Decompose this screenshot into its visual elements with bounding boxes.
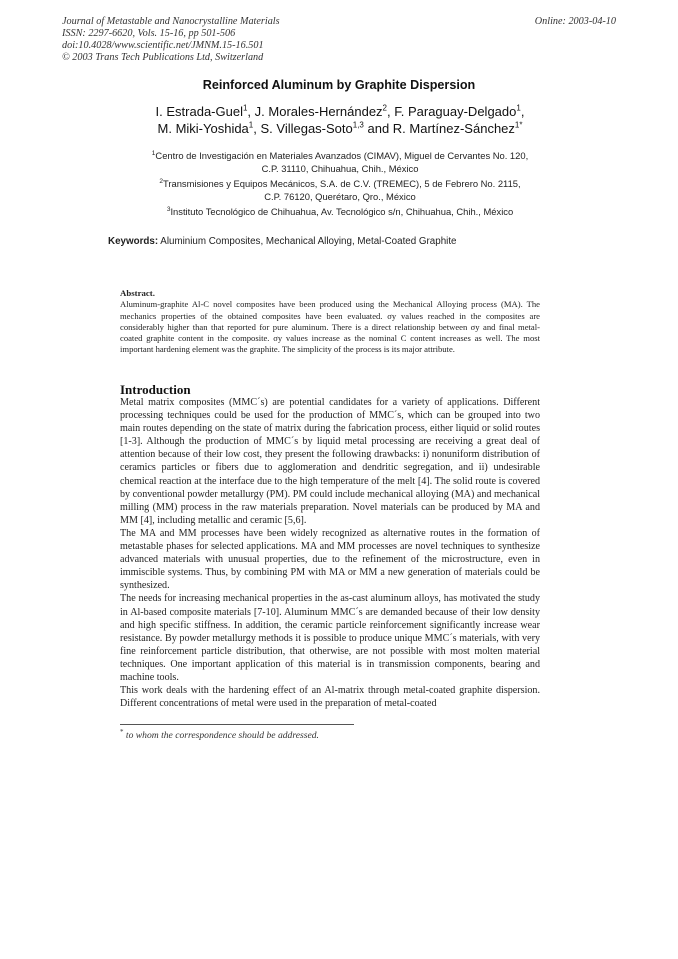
journal-header [62, 16, 280, 64]
online-date: Online: 2003-04-10 [534, 16, 616, 27]
author-list [100, 103, 580, 137]
paragraph: This work deals with the hardening effect of an Al-matrix through metal-coated graphite dispersion. Different concentrations of metal were used in the preparation of metal-coated [120, 685, 540, 710]
copyright-line: © 2003 Trans Tech Publications Ltd, Switzerland [62, 52, 264, 63]
footnote-text: to whom the correspondence should be addressed. [125, 730, 319, 742]
abstract [120, 288, 540, 356]
author: J. Morales-Hernández$^2$, [254, 103, 395, 119]
issn-line: ISSN: 2297-6620, Vols. 15-16, pp 501-506 [62, 28, 236, 39]
keywords [108, 236, 457, 247]
author: R. Martínez-Sánchez$^{1*}$ [392, 120, 523, 136]
paper-title: Reinforced Aluminum by Graphite Dispersion [202, 78, 476, 92]
footnote-divider [120, 724, 354, 725]
keywords-text: Aluminium Composites, Mechanical Alloying, Metal-Coated Graphite [160, 236, 457, 247]
paragraph: The MA and MM processes have been widely recognized as alternative routes in the formation of metastable phases for selected applications. MA and MM processes are novel techniques to synthesize advanced materials with unusual properties, due to the refinement of the microstructure, even in immiscible systems. Thus, by combining PM with MA or MM a new generation of materials could be synthesized. [120, 527, 540, 592]
keywords-label: Keywords: [108, 236, 159, 247]
introduction-body [120, 396, 540, 710]
paragraph: The needs for increasing mechanical properties in the as-cast aluminum alloys, has motivated the study in Al-based composite materials [7-10]. Aluminum MMC´s are demanded because of their low density and high specific stiffness. In addition, the ceramic particle reinforcement significantly increase wear resistance. By powder metallurgy methods it is possible to produce unique MMC´s materials, with very fine reinforcement particle distribution, that otherwise, are not possible with most molten material techniques. One important application of this material is in transmission components, bearing and machine tools. [120, 593, 540, 683]
footnote [120, 728, 319, 741]
introduction-heading: Introduction [120, 382, 191, 397]
abstract-text: Aluminum-graphite Al-C novel composites have been produced using the Mechanical Alloying process (MA). The mechanics properties of the obtained composites have been evaluated. σy values reached in the composites are considerably higher than that reported for pure aluminum. There is a direct relationship between σy and final metal-coated graphite content in the composite. σy values increase as the nominal C content increases as well. The most important hardening element was the graphite. The simplicity of the process is its major attribute. [120, 299, 540, 355]
affiliation-1: $^1$Centro de Investigación en Materiales Avanzados (CIMAV), Miguel de Cervantes No. 120, C.P. 31110, Chihuahua, Chih., México [151, 149, 529, 174]
journal-name: Journal of Metastable and Nanocrystalline Materials [62, 16, 280, 27]
author: M. Miki-Yoshida$^1$, [157, 120, 261, 136]
paragraph: Metal matrix composites (MMC´s) are potential candidates for a variety of applications. Different processing techniques could be used for the production of MMC´s, which can be grouped into two main routes depending on the state of matrix during the fabrication process, either liquid or solid routes [1-3]. Although the production of MMC´s by liquid metal processing are receiving a great deal of attention because of their low cost, they present the following drawbacks: i) nonuniform distribution of ceramics particles or fibers due to agglomeration and dendritic segregation, and ii) undesirable chemical reaction at the interface due to the high temperature of the melt [4]. The solid route is covered by conventional powder metallurgy (PM). PM could include mechanical alloying (MA) and mechanical milling (MM) process in the raw materials preparation. Novel materials can be produced by MA and MM [4], including metallic and ceramic [5,6]. [120, 397, 540, 526]
author: I. Estrada-Guel$^1$, [155, 103, 255, 119]
author: F. Paraguay-Delgado$^1$, [394, 103, 525, 119]
affiliation-2: $^2$Transmisiones y Equipos Mecánicos, S.A. de C.V. (TREMEC), 5 de Febrero No. 2115, C.P. 76120, Querétaro, Qro., México [159, 177, 521, 202]
footnote-mark: * [120, 728, 124, 736]
abstract-heading: Abstract. [120, 288, 155, 298]
author: S. Villegas-Soto$^{1,3}$ and [260, 120, 393, 136]
affiliation-3: $^3$Instituto Tecnológico de Chihuahua, Av. Tecnológico s/n, Chihuahua, Chih., México [166, 205, 514, 217]
doi-line: doi:10.4028/www.scientific.net/JMNM.15-16.501 [62, 40, 264, 51]
